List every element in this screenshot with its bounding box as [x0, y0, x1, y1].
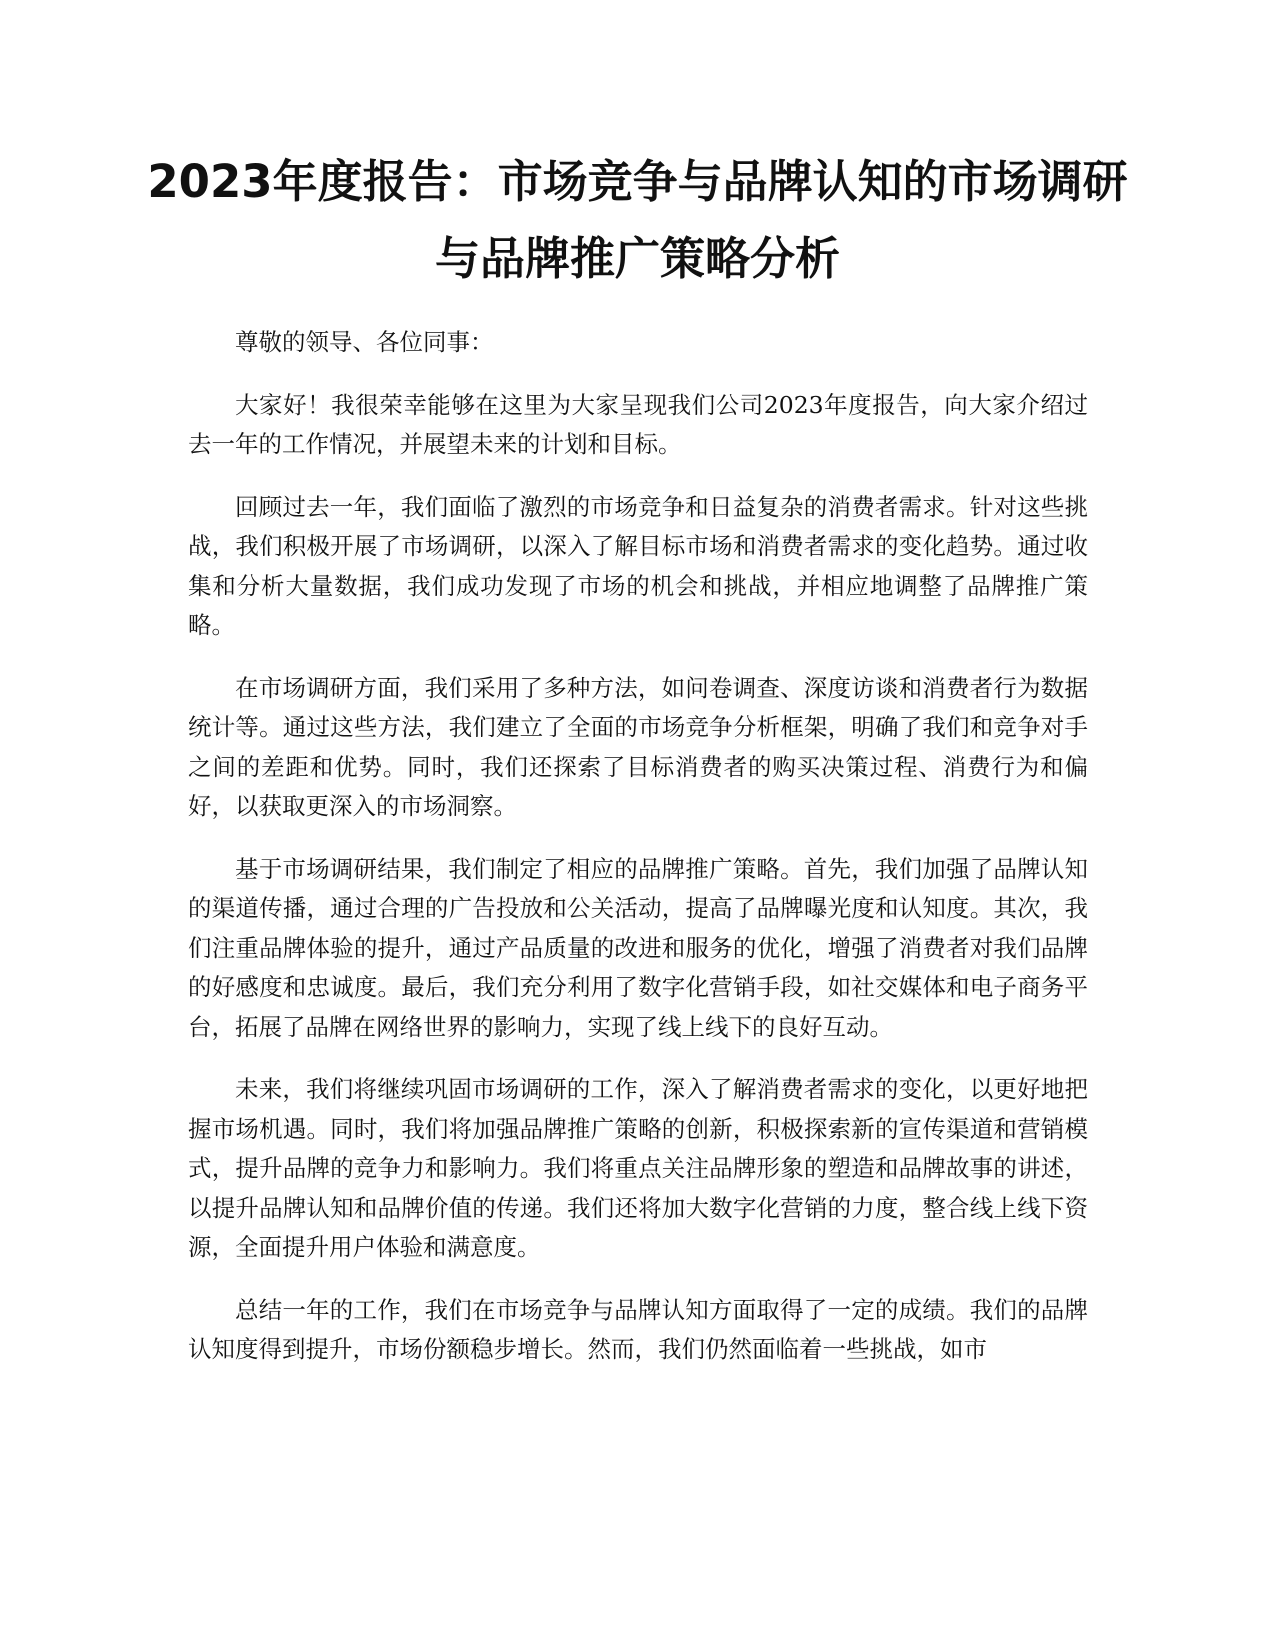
- salutation-paragraph: 尊敬的领导、各位同事：: [235, 328, 494, 356]
- body-paragraph: 在市场调研方面，我们采用了多种方法，如问卷调查、深度访谈和消费者行为数据统计等。通过这些方法，我们建立了全面的市场竞争分析框架，明确了我们和竞争对手之间的差距和优势。同时，我们还探索了目标消费者的购买决策过程、消费行为和偏好，以获取更深入的市场洞察。: [188, 673, 1088, 820]
- body-paragraph: 未来，我们将继续巩固市场调研的工作，深入了解消费者需求的变化，以更好地把握市场机遇。同时，我们将加强品牌推广策略的创新，积极探索新的宣传渠道和营销模式，提升品牌的竞争力和影响力。我们将重点关注品牌形象的塑造和品牌故事的讲述，以提升品牌认知和品牌价值的传递。我们还将加大数字化营销的力度，整合线上线下资源，全面提升用户体验和满意度。: [188, 1075, 1088, 1261]
- body-paragraph: 大家好！我很荣幸能够在这里为大家呈现我们公司2023年度报告，向大家介绍过去一年的工作情况，并展望未来的计划和目标。: [188, 390, 1088, 458]
- body-paragraph: 基于市场调研结果，我们制定了相应的品牌推广策略。首先，我们加强了品牌认知的渠道传播，通过合理的广告投放和公关活动，提高了品牌曝光度和认知度。其次，我们注重品牌体验的提升，通过产品质量的改进和服务的优化，增强了消费者对我们品牌的好感度和忠诚度。最后，我们充分利用了数字化营销手段，如社交媒体和电子商务平台，拓展了品牌在网络世界的影响力，实现了线上线下的良好互动。: [188, 854, 1088, 1041]
- body-paragraph: 回顾过去一年，我们面临了激烈的市场竞争和日益复杂的消费者需求。针对这些挑战，我们积极开展了市场调研，以深入了解目标市场和消费者需求的变化趋势。通过收集和分析大量数据，我们成功发现了市场的机会和挑战，并相应地调整了品牌推广策略。: [188, 492, 1088, 639]
- document-title: 2023年度报告：市场竞争与品牌认知的市场调研与品牌推广策略分析: [147, 155, 1128, 285]
- body-paragraph: 总结一年的工作，我们在市场竞争与品牌认知方面取得了一定的成绩。我们的品牌认知度得到提升，市场份额稳步增长。然而，我们仍然面临着一些挑战，如市: [188, 1295, 1088, 1363]
- document-body: [188, 323, 1088, 1393]
